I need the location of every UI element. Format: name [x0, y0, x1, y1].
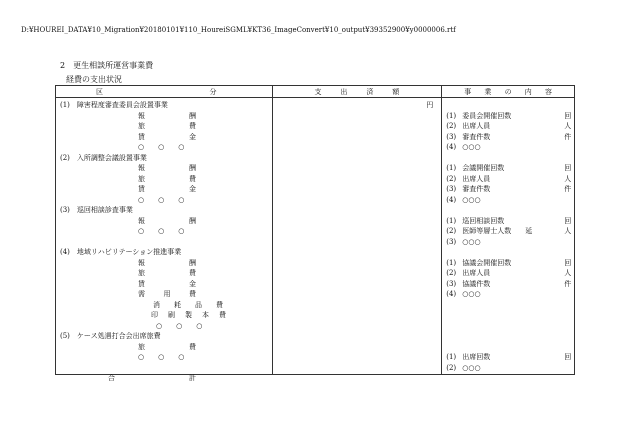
expense-item: 印 刷 製 本 費: [151, 311, 226, 319]
business-content-row: (4) ○○○: [446, 143, 481, 151]
expense-item: 報 酬: [138, 164, 196, 172]
business-content-row: (2) 医師等層士人数 延 人: [446, 227, 572, 235]
expenditure-cell: [272, 98, 442, 375]
business-content-row: (3) ○○○: [446, 237, 481, 246]
business-content-row: (3) 協議件数 件: [446, 279, 572, 288]
section-title: (3) 巡回相談診査事業: [60, 206, 133, 214]
yen-unit: 円: [426, 101, 434, 109]
business-content-row: (4) ○○○: [446, 195, 481, 204]
business-content-row: (2) 出席人員 人: [446, 269, 572, 277]
expense-item: 旅 費: [138, 174, 196, 183]
placeholder-row: ○ ○ ○: [138, 353, 185, 361]
section-title: (5) ケース処遇打合会出席旅費: [60, 332, 161, 340]
business-content-row: (1) 委員会開催回数 回: [446, 111, 572, 120]
expense-item: 需 用 費: [138, 290, 196, 298]
business-content-row: (2) 出席人員 人: [446, 174, 572, 183]
business-content-row: (1) 巡回相談回数 回: [446, 216, 572, 225]
total-label: 合 計: [108, 374, 196, 382]
header-business-content: 事 業 の 内 容: [442, 86, 575, 98]
business-content-row: (3) 審査件数 件: [446, 132, 572, 141]
expense-item: 旅 費: [138, 122, 196, 130]
section-subheading: 経費の支出状況: [66, 75, 122, 84]
business-content-row: (3) 審査件数 件: [446, 185, 572, 193]
expense-item: 報 酬: [138, 258, 196, 267]
business-content-row: (1) 協議会開催回数 回: [446, 258, 572, 267]
expense-item: 旅 費: [138, 342, 196, 351]
header-category: 区 分: [56, 86, 273, 98]
business-content-row: (2) 出席人員 人: [446, 122, 572, 130]
expense-item: 賃 金: [138, 279, 196, 288]
section-title: (1) 障害程度審査委員会設置事業: [60, 101, 168, 109]
business-content-row: (2) ○○○: [446, 363, 481, 372]
business-content-row: (1) 会議開催回数 回: [446, 164, 572, 172]
category-cell: [56, 98, 273, 382]
placeholder-row: ○ ○ ○: [138, 227, 185, 235]
expense-item: 報 酬: [138, 216, 196, 225]
section-title: (4) 地域リハビリテーション推進事業: [60, 248, 182, 256]
expense-table: [55, 85, 575, 382]
section-heading: 2 更生相談所運営事業費: [60, 61, 154, 70]
section-title: (2) 入所調整会議設置事業: [60, 153, 147, 162]
expense-item: 旅 費: [138, 269, 196, 277]
file-path: D:¥HOUREI_DATA¥10_Migration¥20180101¥110_HoureiSGML¥KT36_ImageConvert¥10_output¥39352900¥y0000006.rtf: [21, 26, 456, 34]
business-content-row: (1) 出席回数 回: [446, 353, 572, 361]
placeholder-row: ○ ○ ○: [156, 321, 203, 330]
expense-item: 賃 金: [138, 132, 196, 141]
business-content-row: (4) ○○○: [446, 290, 481, 298]
placeholder-row: ○ ○ ○: [138, 195, 185, 204]
header-expenditure: 支 出 済 額: [272, 86, 442, 98]
business-content-cell: [442, 98, 575, 375]
expense-item: 賃 金: [138, 185, 196, 193]
expense-item: 消 耗 品 費: [153, 300, 223, 309]
expense-item: 報 酬: [138, 111, 196, 120]
placeholder-row: ○ ○ ○: [138, 143, 185, 151]
